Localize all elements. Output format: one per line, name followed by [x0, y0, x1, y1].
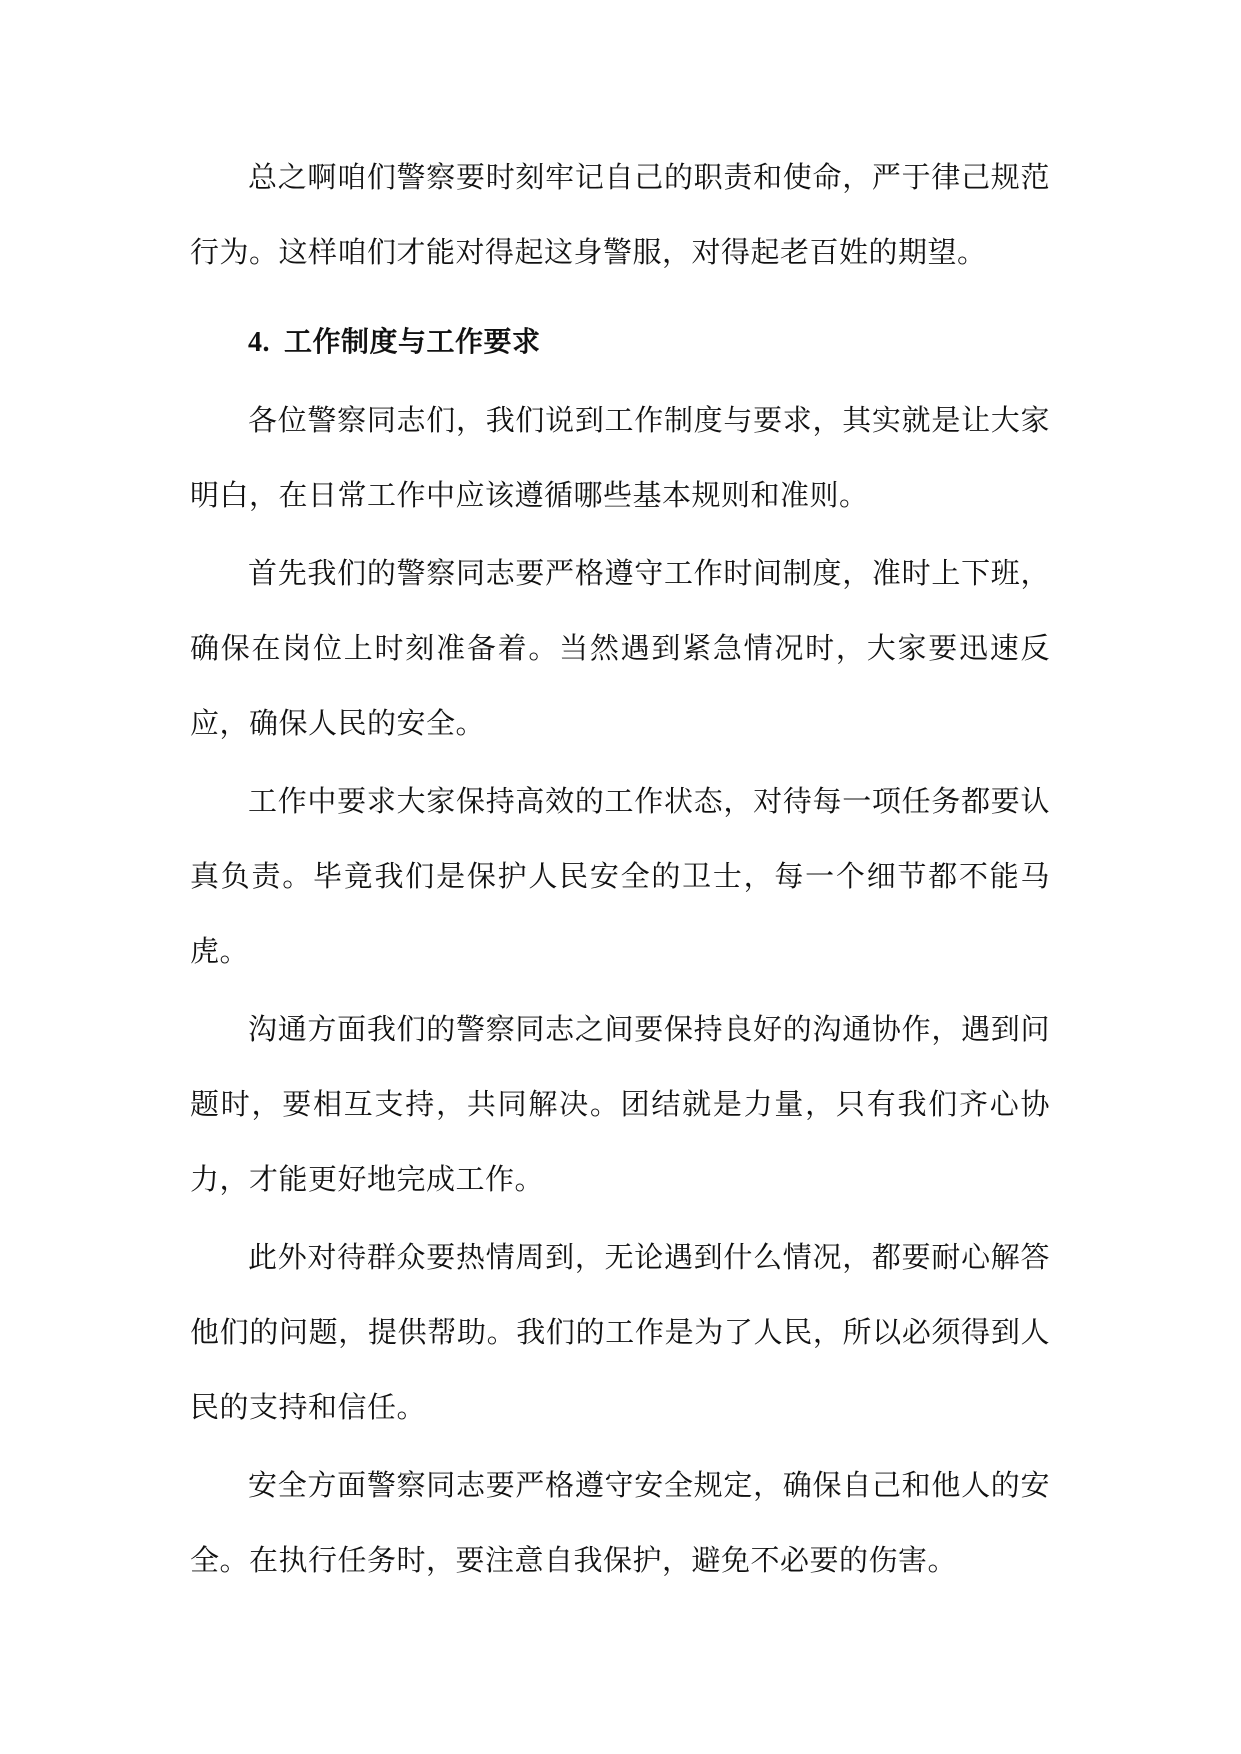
- paragraph-efficiency: 工作中要求大家保持高效的工作状态，对待每一项任务都要认真负责。毕竟我们是保护人民安全的卫士，每一个细节都不能马虎。: [190, 784, 1050, 968]
- document-body: [190, 140, 1050, 1601]
- section-title: 工作制度与工作要求: [284, 325, 541, 358]
- paragraph-communication: 沟通方面我们的警察同志之间要保持良好的沟通协作，遇到问题时，要相互支持，共同解决。团结就是力量，只有我们齐心协力，才能更好地完成工作。: [190, 1012, 1050, 1196]
- paragraph-safety: 安全方面警察同志要严格遵守安全规定，确保自己和他人的安全。在执行任务时，要注意自我保护，避免不必要的伤害。: [190, 1468, 1050, 1577]
- paragraph-conclusion: 总之啊咱们警察要时刻牢记自己的职责和使命，严于律己规范行为。这样咱们才能对得起这身警服，对得起老百姓的期望。: [190, 160, 1050, 269]
- paragraph-intro: 各位警察同志们，我们说到工作制度与要求，其实就是让大家明白，在日常工作中应该遵循哪些基本规则和准则。: [190, 403, 1050, 512]
- section-number: 4.: [248, 327, 270, 358]
- section-heading: [190, 304, 1050, 380]
- paragraph-public-service: 此外对待群众要热情周到，无论遇到什么情况，都要耐心解答他们的问题，提供帮助。我们的工作是为了人民，所以必须得到人民的支持和信任。: [190, 1240, 1050, 1424]
- paragraph-work-hours: 首先我们的警察同志要严格遵守工作时间制度，准时上下班，确保在岗位上时刻准备着。当然遇到紧急情况时，大家要迅速反应，确保人民的安全。: [190, 556, 1050, 740]
